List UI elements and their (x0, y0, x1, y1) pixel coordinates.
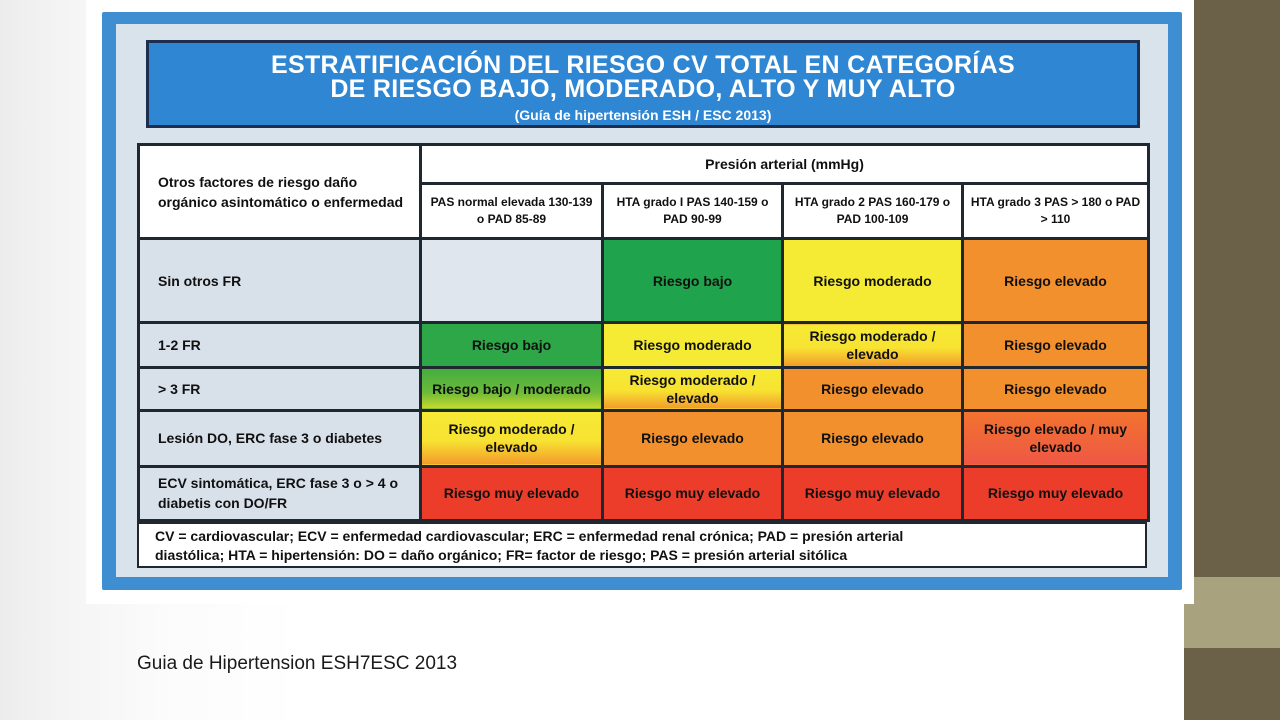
risk-cell: Riesgo moderado / elevado (783, 323, 963, 367)
column-header-grade-3: HTA grado 3 PAS > 180 o PAD > 110 (963, 184, 1149, 239)
risk-cell: Riesgo elevado (963, 239, 1149, 323)
legend-line-2: diastólica; HTA = hipertensión: DO = daño orgánico; FR= factor de riesgo; PAS = presión arterial sitólica (155, 547, 848, 563)
row-label: 1-2 FR (139, 323, 421, 367)
row-label: > 3 FR (139, 367, 421, 410)
slide-caption: Guia de Hipertension ESH7ESC 2013 (137, 653, 458, 674)
risk-cell: Riesgo bajo (603, 239, 783, 323)
risk-cell: Riesgo moderado / elevado (603, 367, 783, 410)
risk-cell: Riesgo bajo / moderado (421, 367, 603, 410)
abbreviations-legend (137, 522, 1147, 568)
table-row (139, 323, 1149, 367)
risk-cell: Riesgo muy elevado (783, 466, 963, 520)
table-row (139, 367, 1149, 410)
risk-cell: Riesgo elevado (963, 367, 1149, 410)
accent-bar-middle (1184, 577, 1280, 648)
column-header-grade-2: HTA grado 2 PAS 160-179 o PAD 100-109 (783, 184, 963, 239)
legend-line-1: CV = cardiovascular; ECV = enfermedad cardiovascular; ERC = enfermedad renal crónica; PAD = presión arterial (155, 528, 904, 544)
risk-stratification-table (137, 143, 1150, 522)
accent-bar-bottom (1184, 648, 1280, 720)
figure-title-line-1: ESTRATIFICACIÓN DEL RIESGO CV TOTAL EN CATEGORÍAS (271, 51, 1015, 79)
risk-cell: Riesgo muy elevado (421, 466, 603, 520)
risk-cell: Riesgo bajo (421, 323, 603, 367)
row-label: Sin otros FR (139, 239, 421, 323)
risk-cell (421, 239, 603, 323)
row-label: ECV sintomática, ERC fase 3 o > 4 o diabetis con DO/FR (139, 466, 421, 520)
risk-cell: Riesgo muy elevado (963, 466, 1149, 520)
risk-cell: Riesgo elevado (963, 323, 1149, 367)
risk-cell: Riesgo moderado (603, 323, 783, 367)
risk-cell: Riesgo elevado (783, 367, 963, 410)
figure-title-box (146, 40, 1140, 128)
row-label: Lesión DO, ERC fase 3 o diabetes (139, 410, 421, 466)
column-header-normal-high: PAS normal elevada 130-139 o PAD 85-89 (421, 184, 603, 239)
risk-cell: Riesgo elevado / muy elevado (963, 410, 1149, 466)
risk-cell: Riesgo moderado / elevado (421, 410, 603, 466)
risk-cell: Riesgo elevado (603, 410, 783, 466)
risk-cell: Riesgo elevado (783, 410, 963, 466)
column-header-grade-1: HTA grado I PAS 140-159 o PAD 90-99 (603, 184, 783, 239)
table-row (139, 239, 1149, 323)
pressure-header: Presión arterial (mmHg) (421, 145, 1149, 184)
risk-cell: Riesgo muy elevado (603, 466, 783, 520)
risk-cell: Riesgo moderado (783, 239, 963, 323)
table-row (139, 466, 1149, 520)
accent-bar-top (1184, 0, 1280, 577)
figure-title-line-2: DE RIESGO BAJO, MODERADO, ALTO Y MUY ALTO (330, 75, 956, 103)
factors-header: Otros factores de riesgo daño orgánico asintomático o enfermedad (139, 145, 421, 239)
figure-subtitle: (Guía de hipertensión ESH / ESC 2013) (514, 107, 772, 123)
table-row (139, 410, 1149, 466)
